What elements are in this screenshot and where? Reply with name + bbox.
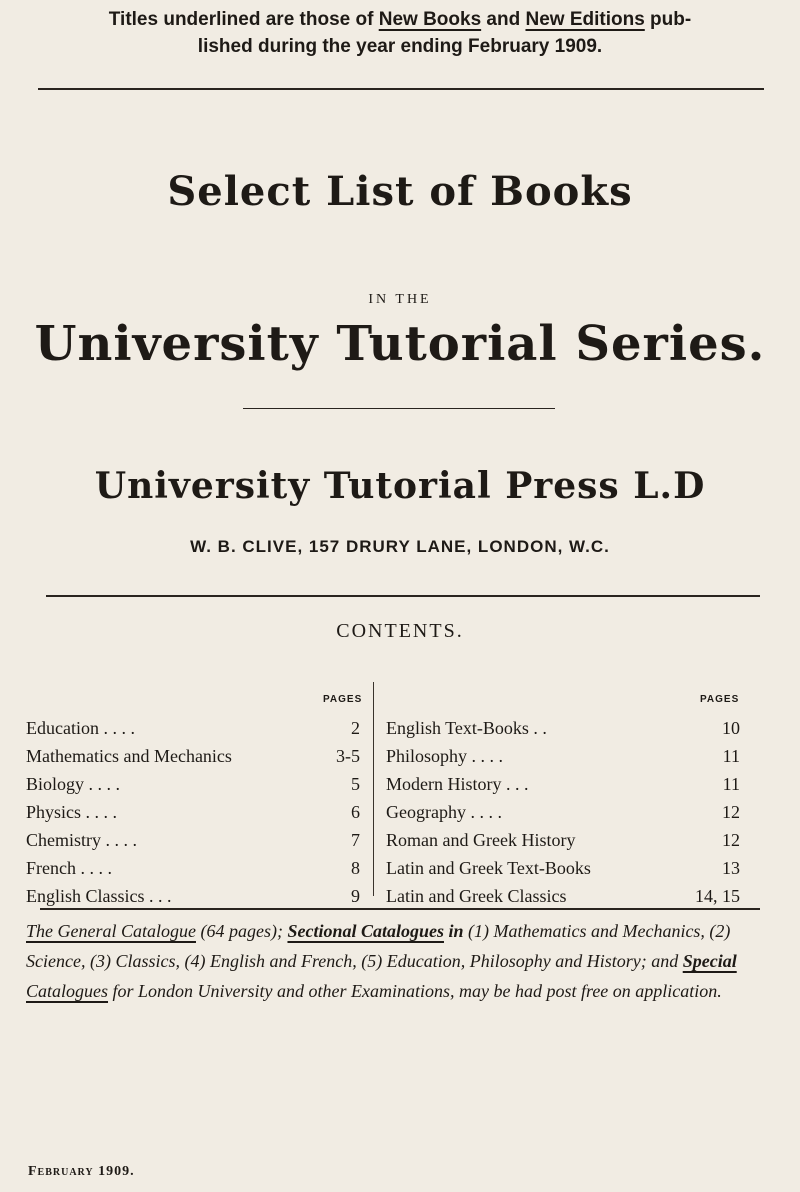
divider-top — [38, 88, 764, 90]
catalogues-text: Catalogues — [26, 981, 109, 1001]
contents-right-column — [386, 718, 740, 914]
toc-entry: French . . . . 8 — [26, 858, 360, 878]
contents-title: CONTENTS. — [336, 620, 464, 642]
page-title-line1: Select List of Books — [167, 168, 633, 215]
divider-title — [243, 408, 555, 409]
catalogue-note-rest: for London University and other Examinations, may be had post free on application. — [112, 981, 722, 1001]
header-note-line2: lished during the year ending February 1909. — [197, 36, 603, 57]
divider-contents — [40, 908, 760, 910]
toc-entry: Roman and Greek History 12 — [386, 830, 740, 850]
pages-label-left: PAGES — [323, 694, 363, 705]
toc-entry: English Text-Books . . 10 — [386, 718, 740, 738]
new-editions-text: New Editions — [525, 9, 645, 30]
toc-entry: Physics . . . . 6 — [26, 802, 360, 822]
catalogue-list: (1) Mathematics and Mechanics, (2) Science, (3) Classics, (4) English and French, (5) Education, Philosophy and History; and — [26, 921, 731, 971]
general-catalogue-text: The General Catalogue — [26, 921, 196, 941]
new-books-text: New Books — [378, 9, 482, 30]
toc-entry: Philosophy . . . . 11 — [386, 746, 740, 766]
header-note-line1: Titles underlined are those of New Books and New Editions pub- — [108, 9, 692, 30]
contents-left-column — [26, 718, 360, 914]
in-the-text: IN THE — [368, 292, 432, 307]
sectional-catalogues-text: Sectional Catalogues — [287, 921, 444, 941]
publisher-address: W. B. CLIVE, 157 DRURY LANE, LONDON, W.C. — [190, 537, 610, 556]
divider-publisher — [46, 595, 760, 597]
toc-entry: Latin and Greek Text-Books 13 — [386, 858, 740, 878]
toc-entry: Chemistry . . . . 7 — [26, 830, 360, 850]
publisher-name: University Tutorial Press L.D — [94, 465, 706, 507]
header-note — [20, 6, 780, 60]
toc-entry: Geography . . . . 12 — [386, 802, 740, 822]
date-line: February 1909. — [28, 1164, 135, 1179]
toc-entry: Education . . . . 2 — [26, 718, 360, 738]
catalogue-note: The General Catalogue (64 pages); Sectional Catalogues in (1) Mathematics and Mechanics, (2) Science, (3) Classics, (4) English and French, (5) Education, Philosophy and History; and Special Catalogues for London University and other Examinations, may be had post free on application. — [26, 921, 737, 1001]
toc-entry: Mathematics and Mechanics 3-5 — [26, 746, 360, 766]
special-text: Special — [682, 951, 737, 971]
toc-entry: Modern History . . . 11 — [386, 774, 740, 794]
toc-entry: Latin and Greek Classics 14, 15 — [386, 886, 740, 906]
toc-entry: Biology . . . . 5 — [26, 774, 360, 794]
toc-entry: English Classics . . . 9 — [26, 886, 360, 906]
pages-label-right: PAGES — [700, 694, 740, 705]
page-title-line2: University Tutorial Series. — [34, 316, 766, 372]
contents-column-divider — [373, 682, 374, 896]
